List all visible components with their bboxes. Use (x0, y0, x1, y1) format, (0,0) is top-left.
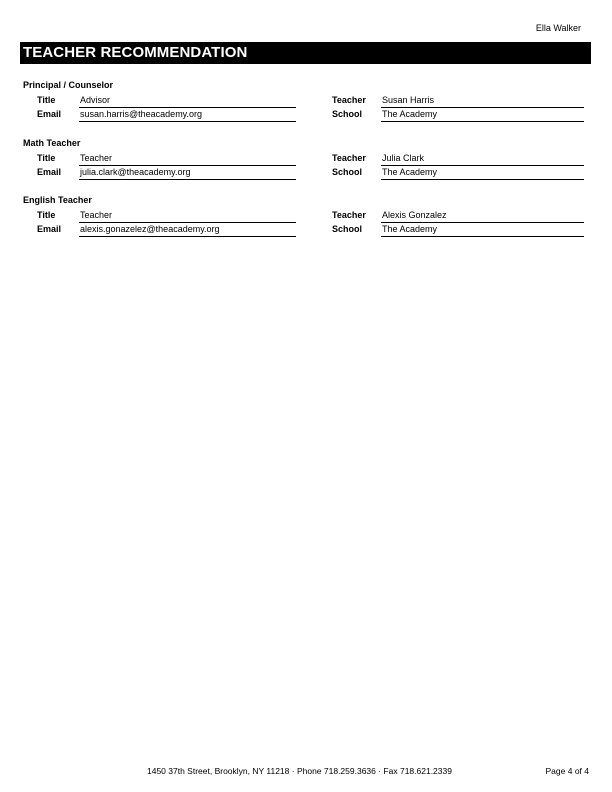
page-number: Page 4 of 4 (545, 766, 589, 776)
teacher-field[interactable]: Susan Harris (381, 95, 584, 108)
header-name: Ella Walker (535, 23, 581, 33)
school-field[interactable]: The Academy (381, 109, 584, 122)
email-field[interactable]: julia.clark@theacademy.org (79, 167, 296, 180)
teacher-label: Teacher (332, 153, 366, 163)
school-label: School (332, 109, 363, 119)
email-field[interactable]: susan.harris@theacademy.org (79, 109, 296, 122)
email-label: Email (37, 167, 62, 177)
school-label: School (332, 167, 363, 177)
title-field[interactable]: Teacher (79, 210, 296, 223)
page-title: TEACHER RECOMMENDATION (20, 42, 591, 64)
title-label: Title (37, 153, 56, 163)
title-label: Title (37, 95, 56, 105)
title-label: Title (37, 210, 56, 220)
school-field[interactable]: The Academy (381, 167, 584, 180)
footer-address: 1450 37th Street, Brooklyn, NY 11218 · Phone 718.259.3636 · Fax 718.621.2339 (147, 766, 452, 776)
teacher-field[interactable]: Alexis Gonzalez (381, 210, 584, 223)
section-math-teacher (0, 138, 612, 198)
teacher-field[interactable]: Julia Clark (381, 153, 584, 166)
section-heading: English Teacher (23, 195, 92, 205)
section-heading: Math Teacher (23, 138, 81, 148)
teacher-label: Teacher (332, 210, 366, 220)
title-field[interactable]: Advisor (79, 95, 296, 108)
section-heading: Principal / Counselor (23, 80, 114, 90)
title-field[interactable]: Teacher (79, 153, 296, 166)
email-label: Email (37, 224, 62, 234)
email-field[interactable]: alexis.gonazelez@theacademy.org (79, 224, 296, 237)
school-label: School (332, 224, 363, 234)
school-field[interactable]: The Academy (381, 224, 584, 237)
teacher-label: Teacher (332, 95, 366, 105)
section-principal-counselor (0, 80, 612, 140)
email-label: Email (37, 109, 62, 119)
section-english-teacher (0, 195, 612, 255)
